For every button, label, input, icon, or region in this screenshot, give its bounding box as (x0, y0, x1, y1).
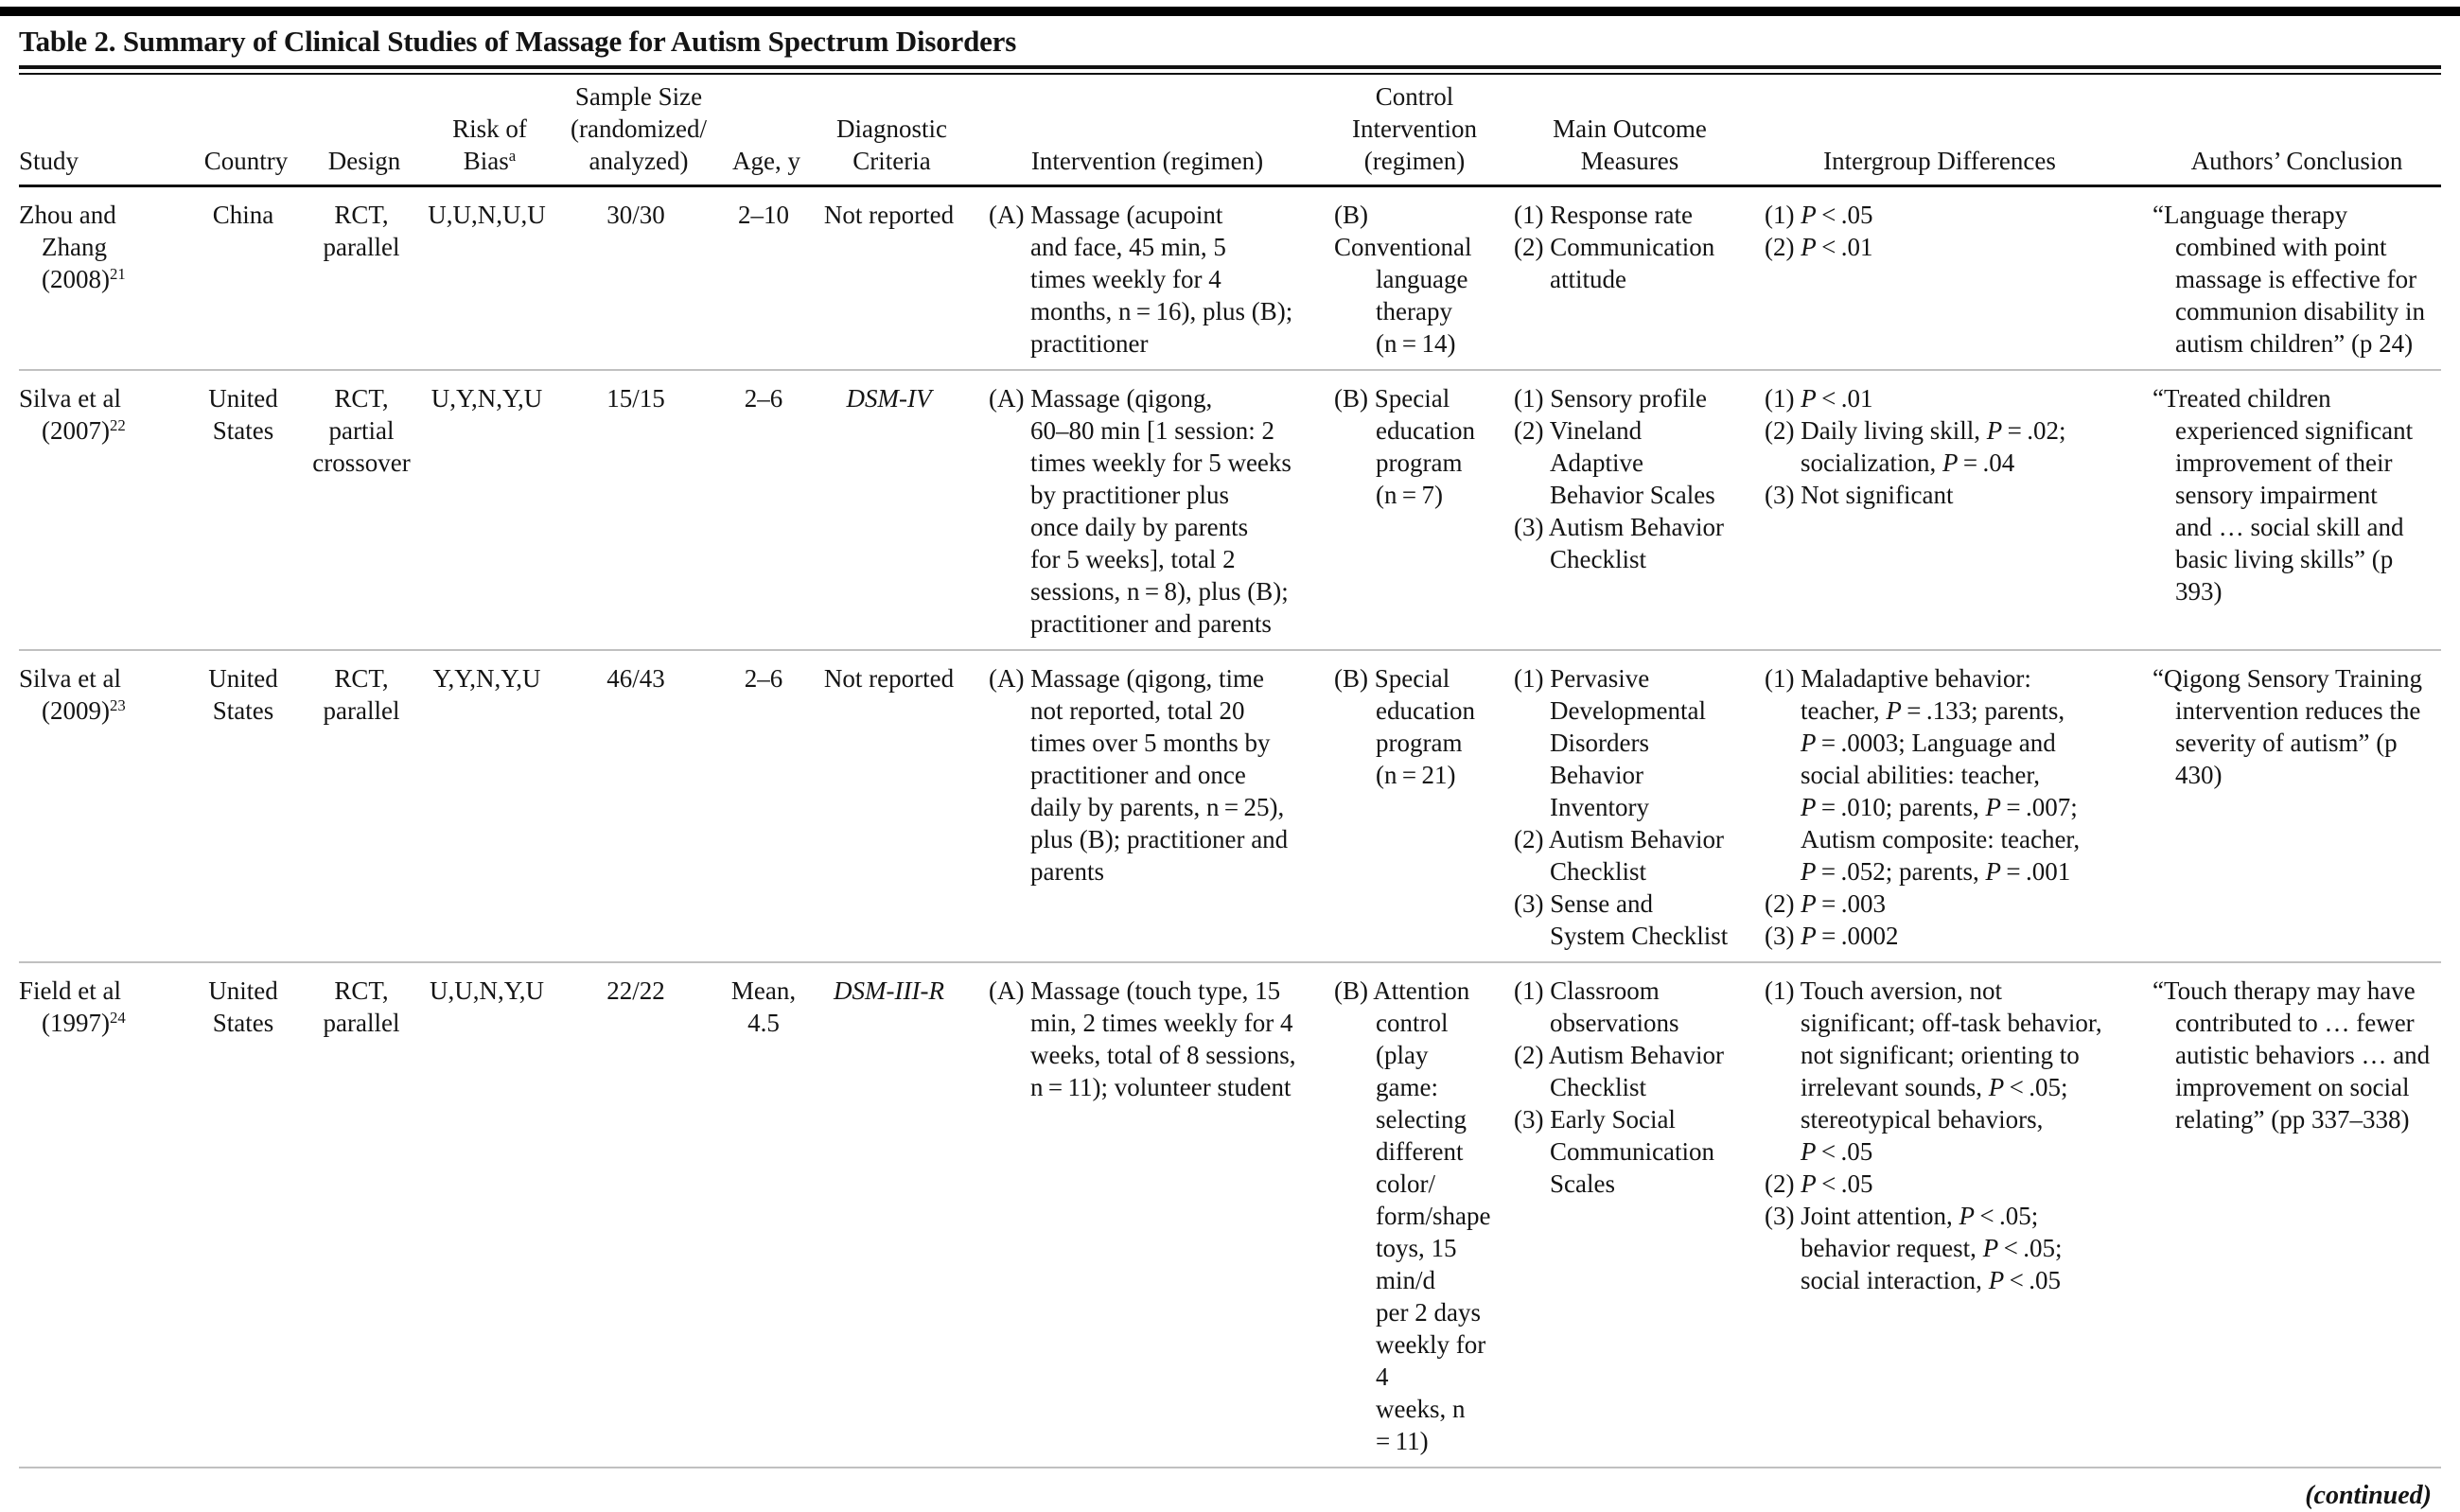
text-line: parallel (323, 696, 400, 725)
text-line: (randomized/ (571, 114, 707, 143)
table-cell-intervention (970, 662, 1306, 952)
text-line: not reported, total 20 (1030, 696, 1245, 725)
text-line: Checklist (1550, 1073, 1646, 1101)
table-cell-authors-conclusion (2115, 662, 2441, 952)
text-line: (play game: (1376, 1041, 1438, 1101)
text-line: selecting (1376, 1105, 1467, 1134)
text-line: daily by parents, n = 25), (1030, 793, 1285, 821)
table-cell-main-outcome-measures (1495, 199, 1746, 360)
text-line: combined with point (2175, 233, 2387, 261)
text-line: (3) Joint attention, P < .05; (1765, 1202, 2039, 1230)
table-cell-design (308, 199, 421, 360)
text-line: (1) P < .01 (1765, 384, 1873, 413)
text-line: (2) P < .01 (1765, 233, 1873, 261)
table-cell-age (719, 975, 814, 1457)
text-line: control (1376, 1009, 1449, 1037)
text-line: 15/15 (606, 384, 665, 413)
text-line: (A) Massage (acupoint (989, 201, 1223, 229)
table-body (19, 187, 2441, 1468)
table-cell-intervention (970, 382, 1306, 640)
text-line: times weekly for 5 weeks (1030, 448, 1292, 477)
text-line: by practitioner plus (1030, 481, 1229, 509)
text-line: Behavior Scales (1550, 481, 1715, 509)
table-cell-country (184, 382, 308, 640)
text-line: $(1997)^{24}$ (42, 1008, 126, 1037)
text-line: practitioner and parents (1030, 609, 1272, 638)
text-line: parallel (323, 1009, 400, 1037)
text-line: (1) Maladaptive behavior: (1765, 664, 2031, 693)
text-line: (3) Autism Behavior (1514, 513, 1724, 541)
table-cell-study (19, 199, 184, 360)
text-line: (n = 21) (1376, 761, 1456, 789)
table-cell-study (19, 382, 184, 640)
table-cell-risk-of-bias (421, 382, 558, 640)
text-line: social abilities: teacher, (1801, 761, 2041, 789)
table-cell-age (719, 199, 814, 360)
text-line: Mean, (730, 976, 797, 1005)
text-line: Zhang (42, 233, 107, 261)
table-cell-age (719, 662, 814, 952)
text-line: (1) Touch aversion, not (1765, 976, 2003, 1005)
text-line: U,U,N,Y,U (429, 976, 544, 1005)
text-line: and face, 45 min, 5 (1030, 233, 1226, 261)
text-line: (2) Communication (1514, 233, 1715, 261)
table-cell-control-intervention (1306, 199, 1495, 360)
text-line: $(2007)^{22}$ (42, 415, 126, 445)
column-header-intergroup-differences (1746, 80, 2115, 177)
text-line: “Language therapy (2152, 201, 2348, 229)
column-header-study (19, 80, 184, 177)
text-line: Checklist (1550, 545, 1646, 573)
table-cell-sample-size (558, 975, 719, 1457)
text-line: Zhou and (19, 201, 116, 229)
column-header-main-outcome-measures (1495, 80, 1746, 177)
text-line: Control (1375, 82, 1454, 111)
column-header-diagnostic-criteria (814, 80, 970, 177)
column-header-sample-size (558, 80, 719, 177)
text-line: Communication (1550, 1137, 1714, 1166)
column-header-risk-of-bias (421, 80, 558, 177)
table-cell-main-outcome-measures (1495, 975, 1746, 1457)
text-line: RCT, (334, 384, 389, 413)
text-line: program (1376, 448, 1463, 477)
text-line: experienced significant (2175, 416, 2414, 445)
text-line: autistic behaviors … and (2175, 1041, 2431, 1069)
column-header-design (308, 80, 421, 177)
text-line: States (212, 1009, 274, 1037)
text-line: (1) P < .05 (1765, 201, 1873, 229)
text-line: U,U,N,U,U (428, 201, 546, 229)
text-line: Inventory (1550, 793, 1649, 821)
text-line: Disorders (1550, 729, 1649, 757)
text-line: months, n = 16), plus (B); (1030, 297, 1293, 325)
text-line: language (1376, 265, 1468, 293)
text-line: (3) Not significant (1765, 481, 1954, 509)
text-line: relating” (pp 337–338) (2175, 1105, 2410, 1134)
text-line: irrelevant sounds, P < .05; (1801, 1073, 2068, 1101)
text-line: analyzed) (589, 147, 689, 175)
table-cell-study (19, 975, 184, 1457)
text-line: Authors’ Conclusion (2190, 147, 2403, 175)
text-line: Measures (1580, 147, 1679, 175)
table-cell-sample-size (558, 662, 719, 952)
text-line: (B) Conventional (1334, 201, 1472, 261)
text-line: for 5 weeks], total 2 (1030, 545, 1236, 573)
text-line: practitioner and once (1030, 761, 1246, 789)
text-line: sensory impairment (2175, 481, 2378, 509)
text-line: weekly for 4 (1376, 1330, 1486, 1391)
text-line: observations (1550, 1009, 1679, 1037)
column-header-intervention (970, 80, 1306, 177)
table-cell-diagnostic-criteria (814, 382, 970, 640)
text-line: Not reported (823, 664, 955, 693)
text-line: 22/22 (606, 976, 665, 1005)
text-line: Sample Size (574, 82, 703, 111)
text-line: RCT, (334, 976, 389, 1005)
text-line: practitioner (1030, 329, 1149, 358)
text-line: (2) Autism Behavior (1514, 825, 1724, 853)
text-line: parallel (323, 233, 400, 261)
text-line: Study (19, 147, 79, 175)
text-line: education (1376, 696, 1475, 725)
text-line: (n = 14) (1376, 329, 1456, 358)
table-cell-sample-size (558, 382, 719, 640)
text-line: Field et al (19, 976, 121, 1005)
text-line: (3) P = .0002 (1765, 922, 1899, 950)
text-line: United (208, 664, 278, 693)
text-line: 2–10 (738, 201, 789, 229)
text-line: (2) Daily living skill, P = .02; (1765, 416, 2066, 445)
text-line: per 2 days (1376, 1298, 1481, 1327)
text-line: Intervention (regimen) (1030, 147, 1264, 175)
table-row (19, 187, 2441, 371)
text-line: program (1376, 729, 1463, 757)
text-line: DSM-III-R (834, 976, 944, 1005)
table-cell-design (308, 662, 421, 952)
table-cell-country (184, 662, 308, 952)
continued-note: (continued) (2305, 1481, 2432, 1510)
table-cell-intergroup-differences (1746, 662, 2115, 952)
text-line: “Touch therapy may have (2152, 976, 2416, 1005)
table-cell-diagnostic-criteria (814, 975, 970, 1457)
text-line: basic living skills” (p 393) (2175, 545, 2394, 606)
text-line: Criteria (852, 147, 931, 175)
text-line: and … social skill and (2175, 513, 2404, 541)
text-line: Main Outcome (1553, 114, 1707, 143)
text-line: Silva et al (19, 384, 121, 413)
text-line: not significant; orienting to (1801, 1041, 2080, 1069)
table-cell-study (19, 662, 184, 952)
text-line: $(2009)^{23}$ (42, 695, 126, 725)
text-line: once daily by parents (1030, 513, 1249, 541)
text-line: Intergroup Differences (1823, 147, 2056, 175)
table-row (19, 371, 2441, 651)
text-line: form/shape (1376, 1202, 1491, 1230)
text-line: (3) Sense and (1514, 889, 1653, 918)
column-header-control-intervention (1306, 80, 1495, 177)
text-line: intervention reduces the (2175, 696, 2421, 725)
text-line: $(2008)^{21}$ (42, 264, 126, 293)
table-cell-main-outcome-measures (1495, 382, 1746, 640)
table-title: Table 2. Summary of Clinical Studies of Massage for Autism Spectrum Disorders (19, 25, 1017, 58)
text-line: significant; off-task behavior, (1801, 1009, 2102, 1037)
text-line: (3) Early Social (1514, 1105, 1676, 1134)
text-line: Adaptive (1550, 448, 1643, 477)
text-line: education (1376, 416, 1475, 445)
table-cell-country (184, 975, 308, 1457)
table-cell-intergroup-differences (1746, 975, 2115, 1457)
table-cell-control-intervention (1306, 975, 1495, 1457)
text-line: (1) Sensory profile (1514, 384, 1707, 413)
text-line: (B) Special (1334, 664, 1450, 693)
table-cell-authors-conclusion (2115, 199, 2441, 360)
text-line: (B) Special (1334, 384, 1450, 413)
table-cell-age (719, 382, 814, 640)
text-line: massage is effective for (2175, 265, 2417, 293)
text-line: (B) Attention (1334, 976, 1470, 1005)
text-line: RCT, (334, 664, 389, 693)
text-line: improvement of their (2175, 448, 2393, 477)
text-line: weeks, total of 8 sessions, (1030, 1041, 1296, 1069)
text-line: P = .0003; Language and (1801, 729, 2056, 757)
text-line: RCT, (334, 201, 389, 229)
table-cell-authors-conclusion (2115, 382, 2441, 640)
paper-table-page (0, 16, 2460, 1512)
table-cell-risk-of-bias (421, 662, 558, 952)
text-line: parents (1030, 857, 1104, 886)
text-line: contributed to … fewer (2175, 1009, 2415, 1037)
text-line: severity of autism” (p 430) (2175, 729, 2398, 789)
text-line: 2–6 (744, 384, 783, 413)
text-line: Not reported (823, 201, 955, 229)
text-line: Design (327, 147, 401, 175)
text-line: Scales (1550, 1169, 1615, 1198)
text-line: China (212, 201, 274, 229)
text-line: socialization, P = .04 (1801, 448, 2015, 477)
text-line: Autism composite: teacher, (1801, 825, 2081, 853)
text-line: DSM-IV (846, 384, 932, 413)
text-line: sessions, n = 8), plus (B); (1030, 577, 1289, 606)
table-cell-sample-size (558, 199, 719, 360)
text-line: (A) Massage (qigong, (989, 384, 1213, 413)
text-line: attitude (1550, 265, 1626, 293)
text-line: Country (203, 147, 289, 175)
text-line: (regimen) (1363, 147, 1466, 175)
text-line: different color/ (1376, 1137, 1464, 1198)
table-cell-diagnostic-criteria (814, 662, 970, 952)
text-line: (A) Massage (qigong, time (989, 664, 1264, 693)
table-cell-intervention (970, 199, 1306, 360)
table-cell-control-intervention (1306, 382, 1495, 640)
table-cell-risk-of-bias (421, 199, 558, 360)
text-line: social interaction, P < .05 (1801, 1266, 2061, 1294)
text-line: “Qigong Sensory Training (2152, 664, 2423, 693)
column-header-authors-conclusion (2115, 80, 2441, 177)
text-line: States (212, 416, 274, 445)
table-cell-authors-conclusion (2115, 975, 2441, 1457)
text-line: P = .052; parents, P = .001 (1801, 857, 2071, 886)
table-header-row (19, 75, 2441, 187)
text-line: weeks, n = 11) (1376, 1395, 1470, 1455)
text-line: toys, 15 min/d (1376, 1234, 1457, 1294)
text-line: behavior request, P < .05; (1801, 1234, 2063, 1262)
text-line: Y,Y,N,Y,U (432, 664, 541, 693)
text-line: P = .010; parents, P = .007; (1801, 793, 2078, 821)
text-line: 4.5 (747, 1009, 780, 1037)
text-line: teacher, P = .133; parents, (1801, 696, 2065, 725)
text-line: 30/30 (606, 201, 665, 229)
table-cell-main-outcome-measures (1495, 662, 1746, 952)
text-line: (1) Classroom (1514, 976, 1660, 1005)
text-line: Intervention (1352, 114, 1477, 143)
text-line: stereotypical behaviors, (1801, 1105, 2044, 1134)
table-cell-intervention (970, 975, 1306, 1457)
text-line: improvement on social (2175, 1073, 2410, 1101)
text-line: Diagnostic (836, 114, 947, 143)
table-cell-risk-of-bias (421, 975, 558, 1457)
text-line: (A) Massage (touch type, 15 (989, 976, 1281, 1005)
text-line: communion disability in (2175, 297, 2425, 325)
table-cell-intergroup-differences (1746, 199, 2115, 360)
table-cell-design (308, 382, 421, 640)
text-line: therapy (1376, 297, 1452, 325)
text-line: U,Y,N,Y,U (430, 384, 543, 413)
table-cell-diagnostic-criteria (814, 199, 970, 360)
column-header-age (719, 80, 814, 177)
text-line: min, 2 times weekly for 4 (1030, 1009, 1293, 1037)
text-line: (1) Pervasive (1514, 664, 1650, 693)
title-divider (19, 65, 2441, 75)
text-line: (1) Response rate (1514, 201, 1693, 229)
text-line: autism children” (p 24) (2175, 329, 2414, 358)
text-line: United (208, 976, 278, 1005)
text-line: Checklist (1550, 857, 1646, 886)
column-header-country (184, 80, 308, 177)
table-row (19, 651, 2441, 963)
table-cell-control-intervention (1306, 662, 1495, 952)
text-line: (n = 7) (1376, 481, 1444, 509)
text-line: System Checklist (1550, 922, 1729, 950)
text-line: 2–6 (744, 664, 783, 693)
text-line: Behavior (1550, 761, 1643, 789)
text-line: Silva et al (19, 664, 121, 693)
text-line: States (212, 696, 274, 725)
table-row (19, 963, 2441, 1468)
text-line: n = 11); volunteer student (1030, 1073, 1292, 1101)
text-line: Bias$^a$ (463, 146, 517, 175)
text-line: times over 5 months by (1030, 729, 1271, 757)
text-line: times weekly for 4 (1030, 265, 1221, 293)
top-rule (0, 7, 2460, 16)
text-line: 46/43 (606, 664, 665, 693)
text-line: 60–80 min [1 session: 2 (1030, 416, 1275, 445)
text-line: partial (328, 416, 395, 445)
table-cell-intergroup-differences (1746, 382, 2115, 640)
text-line: Age, y (732, 147, 800, 175)
text-line: (2) P < .05 (1765, 1169, 1873, 1198)
text-line: (2) Autism Behavior (1514, 1041, 1724, 1069)
text-line: Developmental (1550, 696, 1706, 725)
text-line: plus (B); practitioner and (1030, 825, 1289, 853)
table-cell-design (308, 975, 421, 1457)
text-line: (2) P = .003 (1765, 889, 1887, 918)
table-cell-country (184, 199, 308, 360)
text-line: (2) Vineland (1514, 416, 1643, 445)
text-line: P < .05 (1801, 1137, 1873, 1166)
text-line: Risk of (452, 114, 527, 143)
text-line: United (208, 384, 278, 413)
text-line: “Treated children (2152, 384, 2331, 413)
text-line: crossover (312, 448, 411, 477)
